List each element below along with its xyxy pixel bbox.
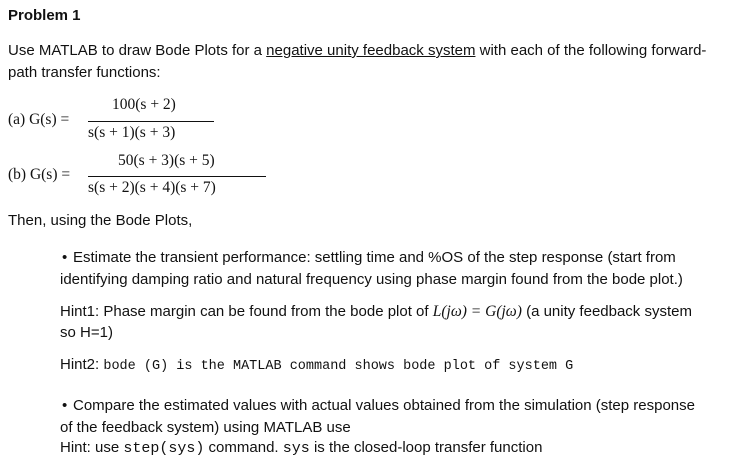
hint-1-prefix: Hint1: Phase margin can be found from the bode plot of [60, 303, 433, 320]
bullet-1-line-2: identifying damping ratio and natural frequency using phase margin found from the bode plot.) [60, 271, 683, 288]
hint-3-code-2: sys [282, 440, 310, 457]
eq-a-label: (a) G(s) = [8, 111, 70, 128]
eq-b-label: (b) G(s) = [8, 166, 71, 183]
hint-3-code-1: step(sys) [123, 440, 205, 457]
hint-3-middle: command. [204, 439, 283, 456]
bullet-2-line-2: of the feedback system) using MATLAB use [60, 419, 351, 436]
hint-1-line-1 [60, 303, 692, 321]
hint-3-prefix: Hint: use [60, 439, 124, 456]
eq-b-numerator: 50(s + 3)(s + 5) [118, 152, 215, 169]
intro-underlined: negative unity feedback system [266, 42, 476, 59]
bullet-2-symbol: • [62, 397, 68, 414]
bullet-1-line-1: Estimate the transient performance: settling time and %OS of the step response (start from [73, 249, 676, 266]
hint-2 [60, 356, 573, 374]
intro-line-1 [8, 41, 706, 61]
hint-1-line-2: so H=1) [60, 324, 113, 341]
hint-2-code: bode (G) is the MATLAB command shows bode plot of system G [103, 359, 574, 374]
bullet-2-line-1: Compare the estimated values with actual values obtained from the simulation (step response [73, 397, 695, 414]
hint-3-suffix: is the closed-loop transfer function [309, 439, 543, 456]
hint-3 [60, 439, 542, 457]
intro-suffix: with each of the following forward- [475, 42, 707, 59]
eq-a-denominator: s(s + 1)(s + 3) [88, 124, 176, 141]
bullet-1-symbol: • [62, 249, 68, 266]
hint-1-math: L(jω) = G(jω) [432, 303, 522, 320]
hint-1-suffix: (a unity feedback system [521, 303, 692, 320]
hint-2-prefix: Hint2: [60, 356, 104, 373]
then-text: Then, using the Bode Plots, [8, 212, 193, 229]
intro-prefix: Use MATLAB to draw Bode Plots for a [8, 42, 267, 59]
eq-a-fraction-bar [88, 121, 214, 122]
eq-b-denominator: s(s + 2)(s + 4)(s + 7) [88, 179, 216, 196]
eq-b-fraction-bar [88, 176, 266, 177]
eq-a-numerator: 100(s + 2) [112, 96, 176, 113]
problem-title: Problem 1 [8, 7, 81, 24]
intro-line-2: path transfer functions: [8, 64, 161, 81]
